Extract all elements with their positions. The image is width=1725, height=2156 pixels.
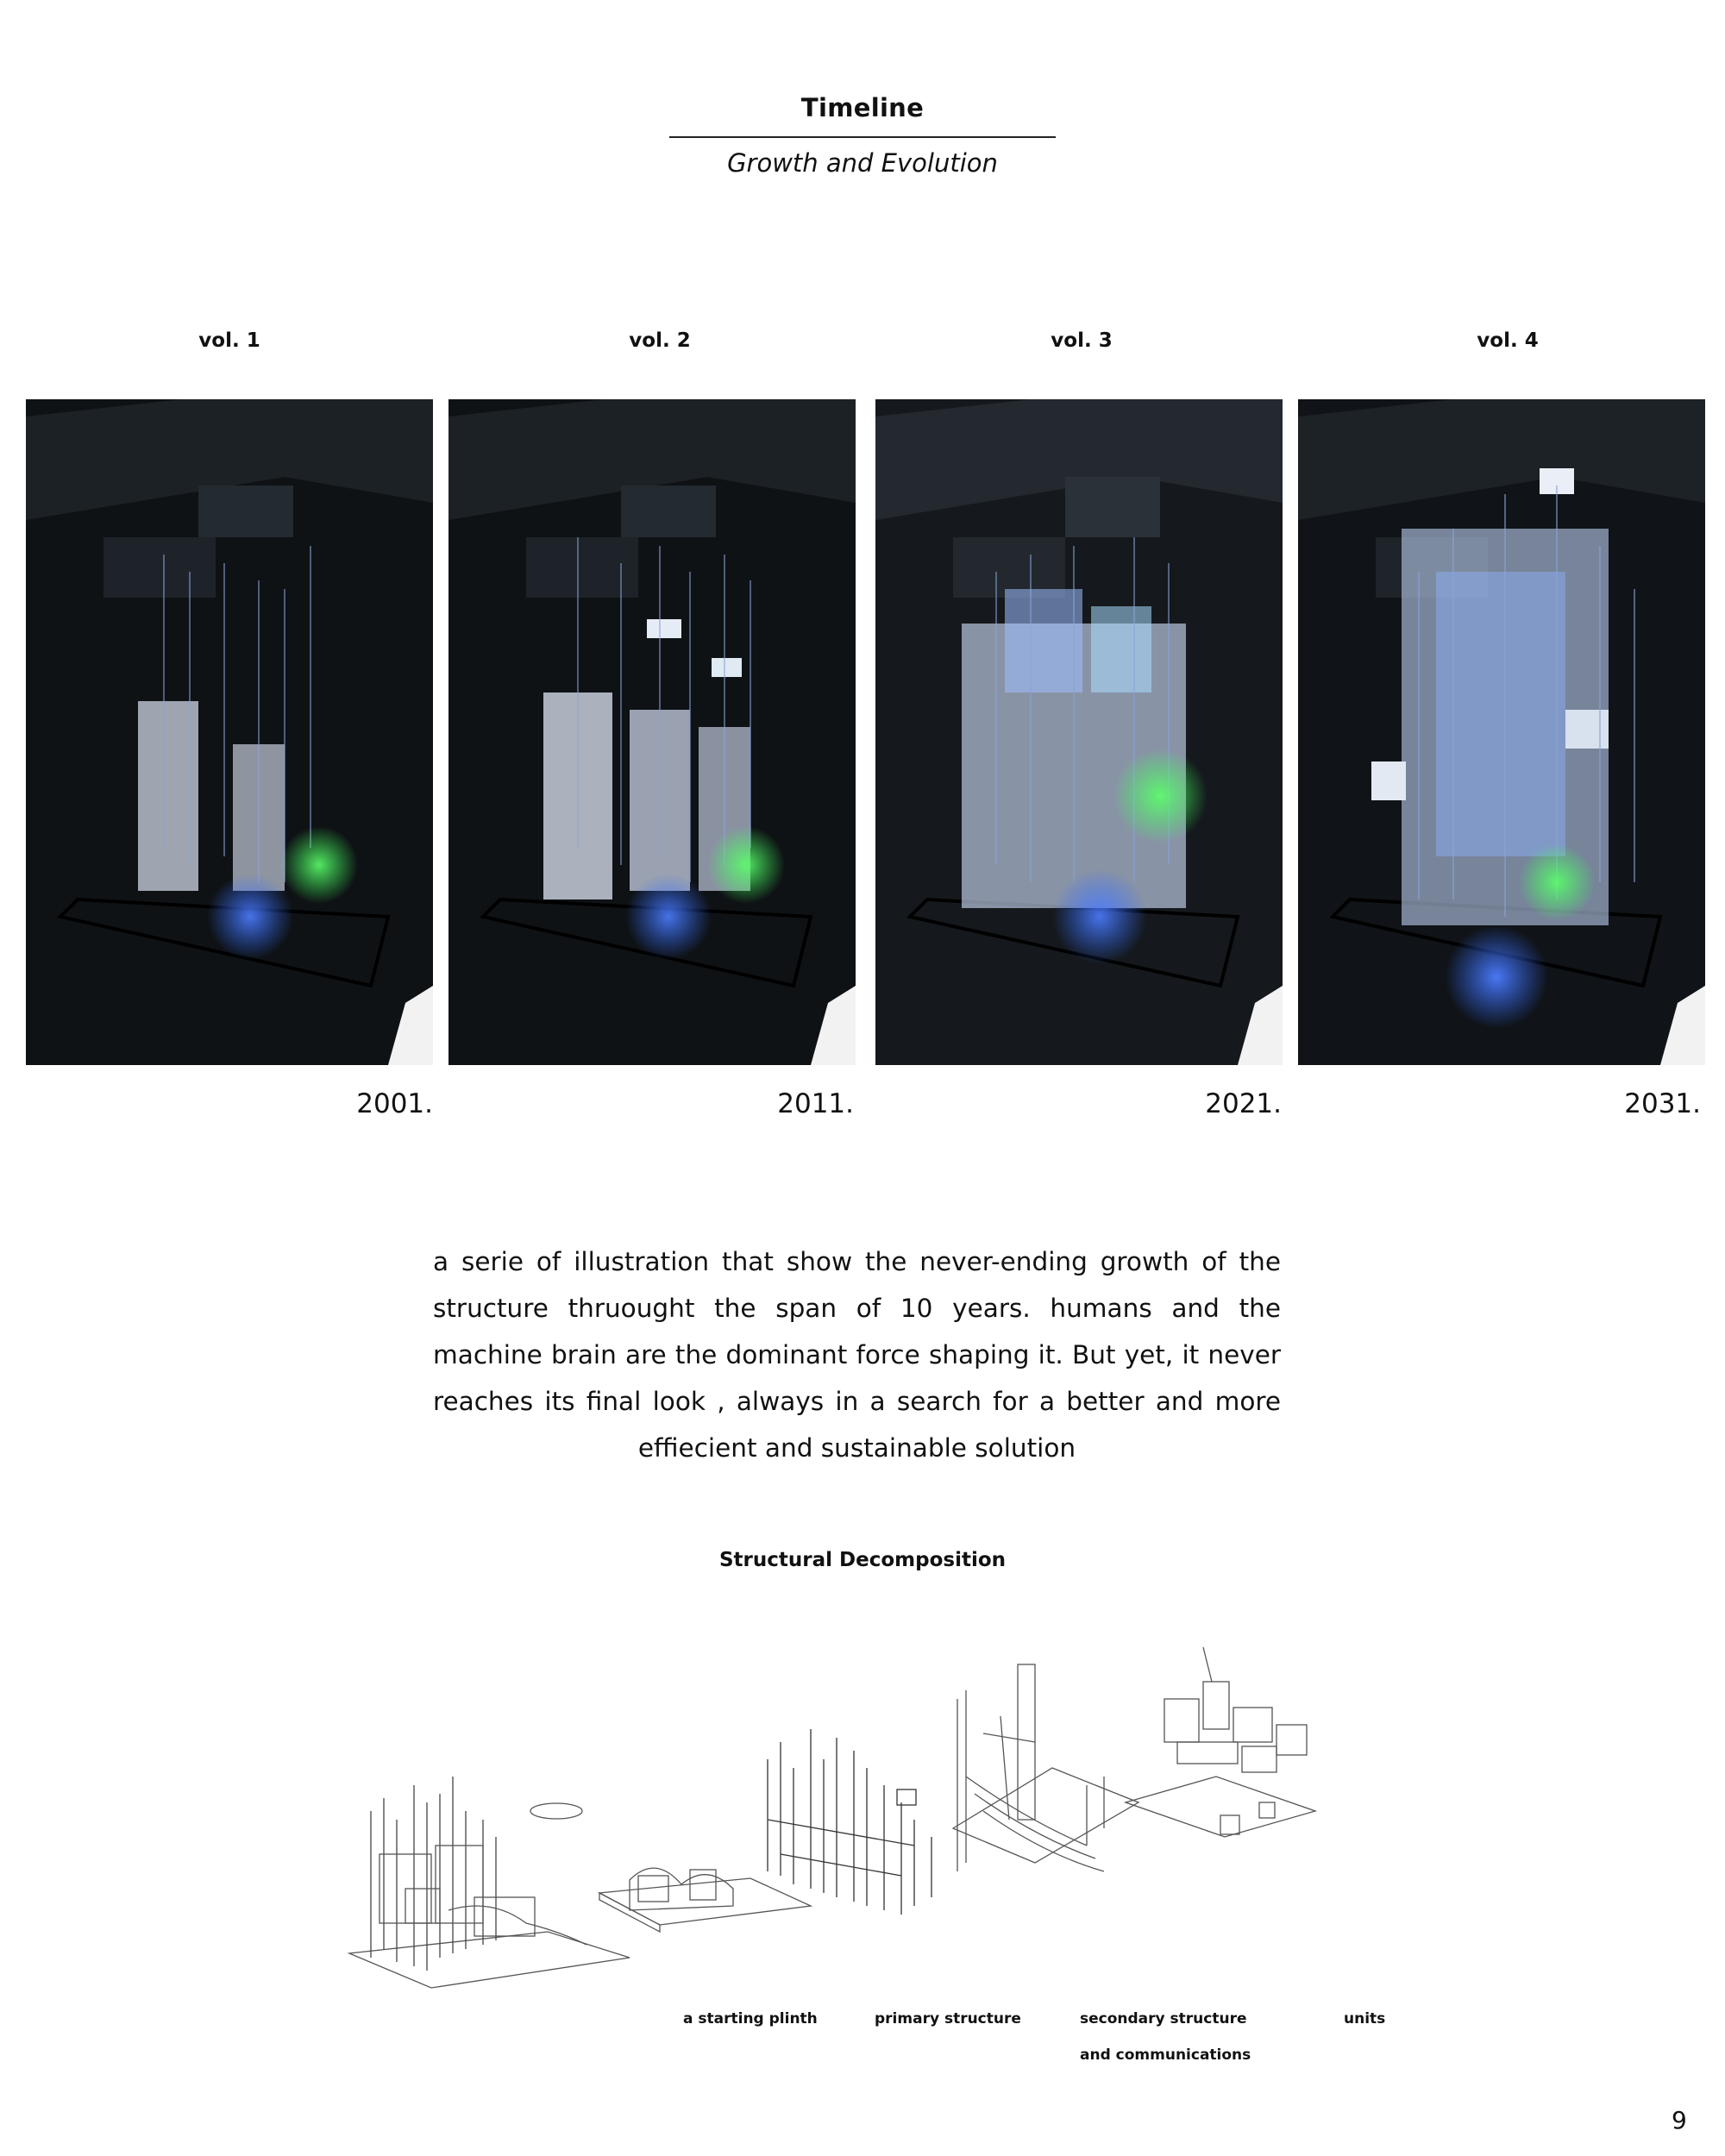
page-subtitle: Growth and Evolution [727,148,998,178]
label-secondary-structure: secondary structure [1080,2010,1247,2028]
vol-label-1: vol. 1 [198,329,260,352]
render-image-vol-4 [1298,399,1705,1065]
page-title: Timeline [800,93,925,122]
vol-label-4: vol. 4 [1477,329,1539,352]
decomposition-diagram [345,1647,1423,2009]
year-label-1: 2001. [356,1088,433,1119]
render-image-vol-1 [26,399,433,1065]
year-label-4: 2031. [1624,1088,1701,1119]
year-label-3: 2021. [1205,1088,1282,1119]
label-units: units [1344,2010,1386,2028]
units-drawing [1126,1647,1315,1837]
primary-structure-drawing [768,1729,932,1915]
label-primary-structure: primary structure [875,2010,1021,2028]
vol-label-3: vol. 3 [1051,329,1113,352]
label-and-communications: and communications [1080,2046,1251,2064]
year-label-2: 2011. [777,1088,854,1119]
page-number: 9 [1672,2106,1687,2134]
page-header [0,93,1725,178]
plinth-drawing [599,1868,811,1932]
render-image-vol-3 [875,399,1283,1065]
description-paragraph: a serie of illustration that show the never-ending growth of the structure thruought the span of 10 years. humans and the machine brain are the dominant force shaping it. But yet, it never reaches its final look , always in a search for a better and more effiecient and sustainable solution [433,1247,1281,1463]
secondary-structure-drawing [953,1664,1138,1871]
title-divider [669,136,1056,138]
label-starting-plinth: a starting plinth [683,2010,818,2028]
render-image-vol-2 [448,399,856,1065]
vol-label-2: vol. 2 [629,329,691,352]
section-title-decomposition: Structural Decomposition [718,1549,1007,1571]
assembled-structure-drawing [349,1777,630,1988]
